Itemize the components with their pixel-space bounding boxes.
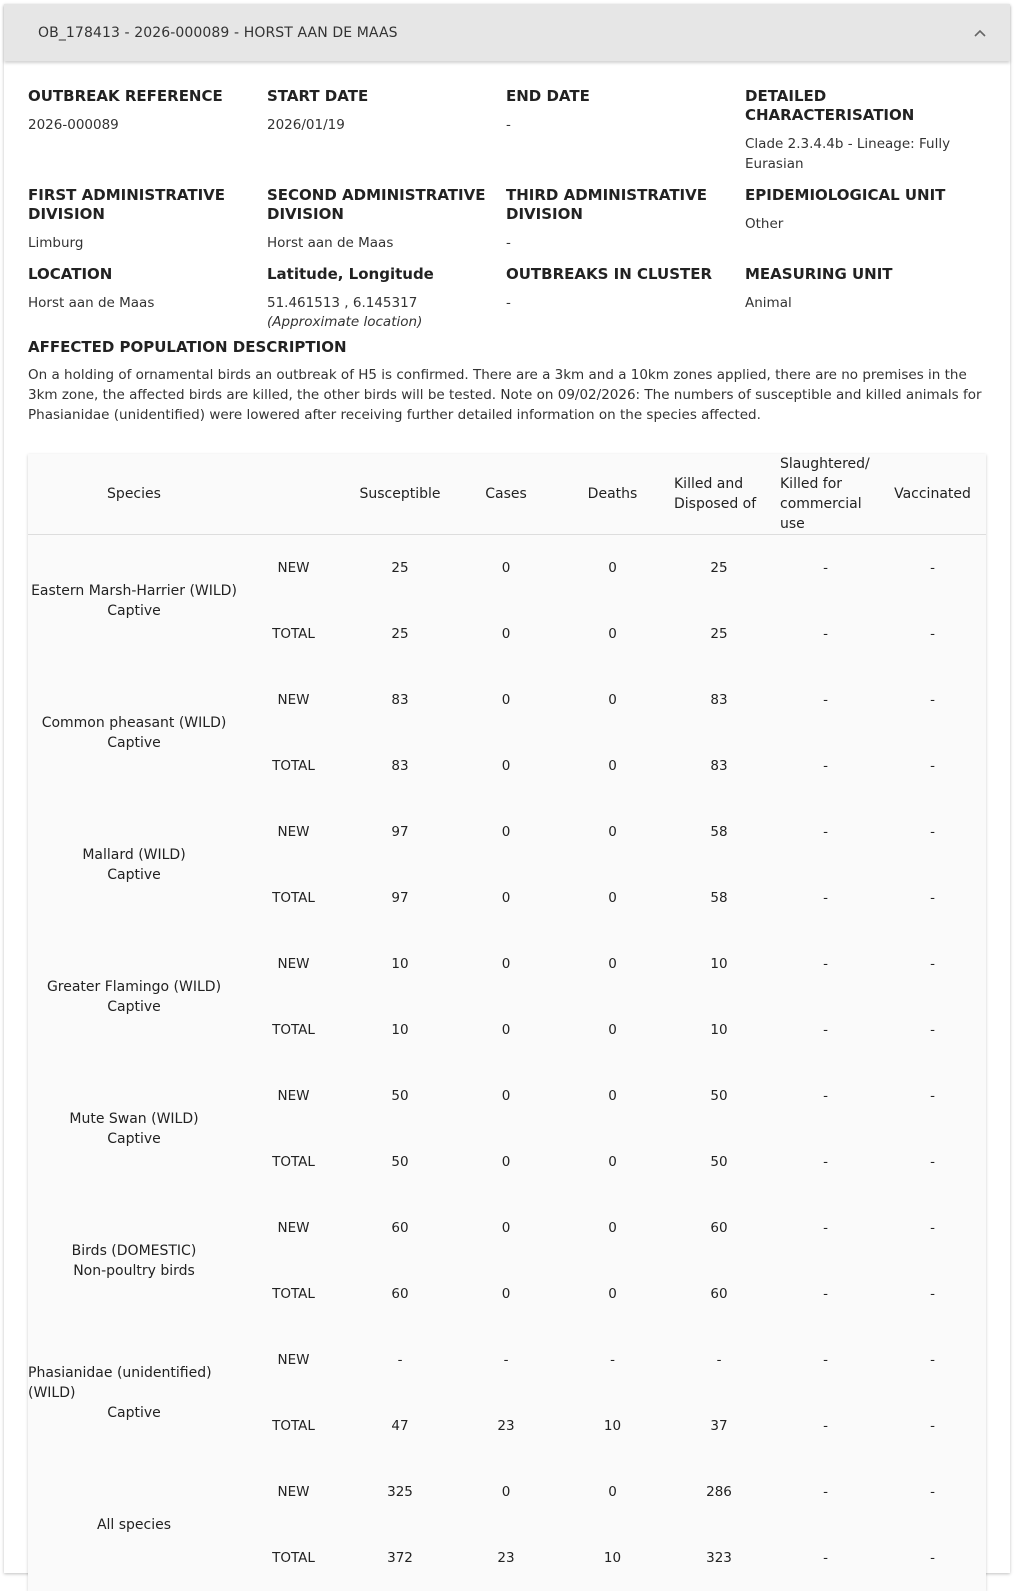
species-cell <box>28 535 240 668</box>
field-outbreaks-in-cluster <box>506 265 745 332</box>
cell-susceptible: 25 <box>347 535 453 602</box>
row-kind: NEW <box>240 1195 347 1261</box>
cell-cases: 0 <box>453 1063 559 1129</box>
species-subtype: Captive <box>28 733 240 753</box>
cell-slaughtered: - <box>772 1129 879 1195</box>
cell-deaths: 0 <box>559 667 666 733</box>
cell-slaughtered: - <box>772 1459 879 1525</box>
cell-killed: 25 <box>666 535 772 602</box>
species-table-container <box>28 454 986 1591</box>
cell-susceptible: 10 <box>347 997 453 1063</box>
cell-killed: 50 <box>666 1129 772 1195</box>
species-subtype: Captive <box>28 601 240 621</box>
cell-killed: 50 <box>666 1063 772 1129</box>
cell-slaughtered: - <box>772 1063 879 1129</box>
row-kind: TOTAL <box>240 997 347 1063</box>
row-kind: TOTAL <box>240 1393 347 1459</box>
cell-killed: 58 <box>666 865 772 931</box>
cell-deaths: 10 <box>559 1525 666 1591</box>
field-measuring-unit <box>745 265 984 332</box>
field-label: END DATE <box>506 87 737 106</box>
field-value: Limburg <box>28 233 259 253</box>
cell-killed: 58 <box>666 799 772 865</box>
species-subtype: Captive <box>28 997 240 1017</box>
cell-slaughtered: - <box>772 1261 879 1327</box>
species-name: Common pheasant (WILD) <box>42 715 227 731</box>
cell-susceptible: 60 <box>347 1195 453 1261</box>
cell-vaccinated: - <box>879 1261 986 1327</box>
row-kind: NEW <box>240 1327 347 1393</box>
cell-vaccinated: - <box>879 865 986 931</box>
species-name: Eastern Marsh-Harrier (WILD) <box>31 583 237 599</box>
row-kind: NEW <box>240 535 347 602</box>
table-row <box>28 799 986 865</box>
field-first-admin-division <box>28 186 267 253</box>
row-kind: TOTAL <box>240 733 347 799</box>
field-end-date <box>506 87 745 174</box>
species-cell <box>28 667 240 799</box>
outbreak-fields <box>28 87 986 332</box>
cell-susceptible: 83 <box>347 733 453 799</box>
species-cell <box>28 1459 240 1591</box>
cell-slaughtered: - <box>772 1195 879 1261</box>
cell-cases: 23 <box>453 1525 559 1591</box>
cell-susceptible: 97 <box>347 865 453 931</box>
cell-slaughtered: - <box>772 931 879 997</box>
affected-population-text: On a holding of ornamental birds an outbreak of H5 is confirmed. There are a 3km and a 10km zones applied, there are no premises in the 3km zone, the affected birds are killed, the other birds will be tested. Note on 09/02/2026: The numbers of susceptible and killed animals for Phasianidae (unidentified) were lowered after receiving further detailed information on the species affected. <box>28 365 986 425</box>
cell-vaccinated: - <box>879 535 986 602</box>
field-value: - <box>506 233 737 253</box>
header-species[interactable]: Species <box>28 454 240 535</box>
field-value: Animal <box>745 293 976 313</box>
cell-cases: 0 <box>453 601 559 667</box>
cell-susceptible: - <box>347 1327 453 1393</box>
cell-vaccinated: - <box>879 1327 986 1393</box>
species-cell <box>28 1195 240 1327</box>
row-kind: TOTAL <box>240 1261 347 1327</box>
cell-deaths: 0 <box>559 1063 666 1129</box>
cell-susceptible: 10 <box>347 931 453 997</box>
species-subtype: Captive <box>28 1403 240 1423</box>
cell-killed: 83 <box>666 733 772 799</box>
field-value: Other <box>745 214 976 234</box>
cell-vaccinated: - <box>879 667 986 733</box>
cell-slaughtered: - <box>772 997 879 1063</box>
row-kind: NEW <box>240 931 347 997</box>
field-label: DETAILED CHARACTERISATION <box>745 87 976 125</box>
species-name: Mute Swan (WILD) <box>69 1111 198 1127</box>
cell-cases: 0 <box>453 1195 559 1261</box>
table-row <box>28 535 986 602</box>
affected-population-label: AFFECTED POPULATION DESCRIPTION <box>28 338 986 356</box>
table-row <box>28 1063 986 1129</box>
cell-susceptible: 372 <box>347 1525 453 1591</box>
cell-deaths: 0 <box>559 1195 666 1261</box>
cell-cases: 0 <box>453 799 559 865</box>
cell-vaccinated: - <box>879 1459 986 1525</box>
species-cell <box>28 931 240 1063</box>
field-value: - <box>506 293 737 313</box>
cell-slaughtered: - <box>772 1393 879 1459</box>
outbreak-panel <box>4 4 1010 1573</box>
cell-deaths: 0 <box>559 601 666 667</box>
species-subtype: Non-poultry birds <box>28 1261 240 1281</box>
row-kind: NEW <box>240 1459 347 1525</box>
cell-killed: 10 <box>666 997 772 1063</box>
table-header-row <box>28 454 986 535</box>
header-kind <box>240 454 347 535</box>
cell-susceptible: 25 <box>347 601 453 667</box>
cell-deaths: 0 <box>559 1459 666 1525</box>
species-cell <box>28 1327 240 1459</box>
table-body <box>28 535 986 1591</box>
cell-susceptible: 325 <box>347 1459 453 1525</box>
chevron-up-icon[interactable] <box>972 25 988 41</box>
field-second-admin-division <box>267 186 506 253</box>
cell-vaccinated: - <box>879 997 986 1063</box>
cell-cases: - <box>453 1327 559 1393</box>
cell-slaughtered: - <box>772 535 879 602</box>
cell-deaths: 0 <box>559 997 666 1063</box>
species-cell <box>28 1063 240 1195</box>
cell-deaths: 0 <box>559 1129 666 1195</box>
cell-deaths: 0 <box>559 535 666 602</box>
panel-title: OB_178413 - 2026-000089 - HORST AAN DE MAAS <box>38 25 398 41</box>
field-value: Clade 2.3.4.4b - Lineage: Fully Eurasian <box>745 134 976 174</box>
field-value: Horst aan de Maas <box>28 293 259 313</box>
cell-vaccinated: - <box>879 1063 986 1129</box>
header-slaughtered[interactable]: Slaughtered/ Killed for commercial use <box>772 454 879 535</box>
field-location <box>28 265 267 332</box>
cell-susceptible: 97 <box>347 799 453 865</box>
cell-vaccinated: - <box>879 733 986 799</box>
cell-susceptible: 50 <box>347 1063 453 1129</box>
cell-slaughtered: - <box>772 733 879 799</box>
field-label: EPIDEMIOLOGICAL UNIT <box>745 186 976 205</box>
table-row <box>28 931 986 997</box>
species-name: Mallard (WILD) <box>82 847 185 863</box>
cell-slaughtered: - <box>772 865 879 931</box>
species-cell <box>28 799 240 931</box>
header-cases[interactable]: Cases <box>453 454 559 535</box>
field-label: FIRST ADMINISTRATIVE DIVISION <box>28 186 259 224</box>
cell-slaughtered: - <box>772 601 879 667</box>
field-value: 51.461513 , 6.145317 <box>267 293 498 313</box>
cell-deaths: 0 <box>559 931 666 997</box>
panel-content <box>4 61 1010 1591</box>
cell-deaths: 10 <box>559 1393 666 1459</box>
cell-killed: 323 <box>666 1525 772 1591</box>
field-value: 2026-000089 <box>28 115 259 135</box>
row-kind: TOTAL <box>240 601 347 667</box>
cell-cases: 0 <box>453 1459 559 1525</box>
cell-cases: 0 <box>453 997 559 1063</box>
approximate-location-note: (Approximate location) <box>267 313 498 332</box>
cell-killed: 25 <box>666 601 772 667</box>
field-label: Latitude, Longitude <box>267 265 498 284</box>
table-row <box>28 1327 986 1393</box>
header-killed-disposed[interactable]: Killed and Disposed of <box>666 454 772 535</box>
cell-vaccinated: - <box>879 931 986 997</box>
field-value: 2026/01/19 <box>267 115 498 135</box>
header-deaths[interactable]: Deaths <box>559 454 666 535</box>
cell-slaughtered: - <box>772 799 879 865</box>
species-table <box>28 454 986 1591</box>
field-outbreak-reference <box>28 87 267 174</box>
row-kind: NEW <box>240 799 347 865</box>
cell-vaccinated: - <box>879 1129 986 1195</box>
field-label: THIRD ADMINISTRATIVE DIVISION <box>506 186 737 224</box>
field-label: OUTBREAK REFERENCE <box>28 87 259 106</box>
species-name: Birds (DOMESTIC) <box>72 1243 197 1259</box>
cell-vaccinated: - <box>879 799 986 865</box>
cell-cases: 0 <box>453 535 559 602</box>
cell-susceptible: 60 <box>347 1261 453 1327</box>
cell-vaccinated: - <box>879 1195 986 1261</box>
panel-header[interactable] <box>4 4 1010 61</box>
cell-deaths: 0 <box>559 1261 666 1327</box>
cell-cases: 0 <box>453 931 559 997</box>
species-subtype: Captive <box>28 865 240 885</box>
species-name: Greater Flamingo (WILD) <box>47 979 221 995</box>
cell-killed: 83 <box>666 667 772 733</box>
cell-vaccinated: - <box>879 1525 986 1591</box>
field-epidemiological-unit <box>745 186 984 253</box>
row-kind: TOTAL <box>240 1129 347 1195</box>
field-start-date <box>267 87 506 174</box>
species-name: Phasianidae (unidentified) (WILD) <box>28 1365 212 1401</box>
cell-cases: 23 <box>453 1393 559 1459</box>
cell-susceptible: 83 <box>347 667 453 733</box>
cell-killed: - <box>666 1327 772 1393</box>
header-susceptible[interactable]: Susceptible <box>347 454 453 535</box>
cell-cases: 0 <box>453 1261 559 1327</box>
field-label: SECOND ADMINISTRATIVE DIVISION <box>267 186 498 224</box>
cell-killed: 60 <box>666 1195 772 1261</box>
header-vaccinated[interactable]: Vaccinated <box>879 454 986 535</box>
cell-killed: 10 <box>666 931 772 997</box>
field-value: Horst aan de Maas <box>267 233 498 253</box>
field-third-admin-division <box>506 186 745 253</box>
field-value: - <box>506 115 737 135</box>
cell-deaths: 0 <box>559 865 666 931</box>
row-kind: NEW <box>240 667 347 733</box>
cell-deaths: 0 <box>559 733 666 799</box>
species-subtype: Captive <box>28 1129 240 1149</box>
row-kind: TOTAL <box>240 1525 347 1591</box>
cell-susceptible: 47 <box>347 1393 453 1459</box>
field-label: OUTBREAKS IN CLUSTER <box>506 265 737 284</box>
cell-susceptible: 50 <box>347 1129 453 1195</box>
table-row <box>28 1459 986 1525</box>
cell-cases: 0 <box>453 1129 559 1195</box>
field-label: MEASURING UNIT <box>745 265 976 284</box>
cell-cases: 0 <box>453 667 559 733</box>
field-lat-long <box>267 265 506 332</box>
cell-killed: 60 <box>666 1261 772 1327</box>
cell-slaughtered: - <box>772 1327 879 1393</box>
cell-slaughtered: - <box>772 667 879 733</box>
species-name: All species <box>97 1517 171 1533</box>
cell-killed: 37 <box>666 1393 772 1459</box>
row-kind: NEW <box>240 1063 347 1129</box>
cell-killed: 286 <box>666 1459 772 1525</box>
cell-cases: 0 <box>453 865 559 931</box>
cell-vaccinated: - <box>879 1393 986 1459</box>
cell-vaccinated: - <box>879 601 986 667</box>
table-row <box>28 667 986 733</box>
field-label: START DATE <box>267 87 498 106</box>
cell-deaths: 0 <box>559 799 666 865</box>
cell-deaths: - <box>559 1327 666 1393</box>
field-label: LOCATION <box>28 265 259 284</box>
cell-slaughtered: - <box>772 1525 879 1591</box>
row-kind: TOTAL <box>240 865 347 931</box>
field-detailed-characterisation <box>745 87 984 174</box>
cell-cases: 0 <box>453 733 559 799</box>
table-row <box>28 1195 986 1261</box>
